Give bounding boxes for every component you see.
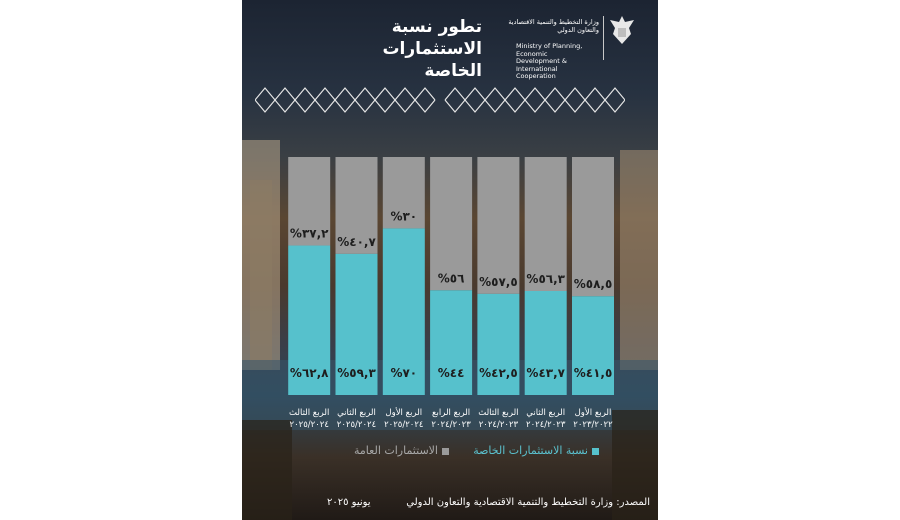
stacked-bar-chart bbox=[242, 0, 658, 520]
category-label-4-line-2: ٢٠٢٤/٢٠٢٣ bbox=[431, 420, 471, 430]
category-label-3-line-1: الربع الثالث bbox=[478, 408, 519, 418]
category-label-5-line-2: ٢٠٢٥/٢٠٢٤ bbox=[384, 420, 424, 430]
data-label-private-6: %٥٩,٣ bbox=[337, 366, 376, 380]
category-label-7-line-1: الربع الثالث bbox=[289, 408, 330, 418]
category-label-4-line-1: الربع الرابع bbox=[432, 408, 471, 418]
data-label-public-2: %٥٦,٣ bbox=[526, 271, 565, 286]
data-label-private-7: %٦٢,٨ bbox=[289, 366, 329, 380]
bar-public-2 bbox=[525, 157, 567, 291]
category-label-1-line-2: ٢٠٢٣/٢٠٢٢ bbox=[573, 420, 613, 430]
bar-public-1 bbox=[572, 157, 614, 296]
category-label-2-line-1: الربع الثاني bbox=[526, 408, 566, 418]
infographic-poster bbox=[242, 0, 658, 520]
data-label-private-1: %٤١,٥ bbox=[573, 366, 613, 380]
ministry-name-english: Ministry of Planning, Economic Development & International Cooperation bbox=[516, 42, 583, 80]
legend-label-public: الاستثمارات العامة bbox=[354, 444, 438, 457]
bar-private-1 bbox=[572, 296, 614, 395]
data-label-public-3: %٥٧,٥ bbox=[479, 274, 518, 289]
legend-swatch-private bbox=[592, 448, 599, 455]
chart-legend bbox=[337, 444, 599, 458]
category-label-6-line-2: ٢٠٢٥/٢٠٢٤ bbox=[336, 420, 377, 430]
publication-date: يونيو ٢٠٢٥ bbox=[327, 497, 371, 508]
legend-swatch-public bbox=[442, 448, 449, 455]
legend-item-public bbox=[354, 444, 449, 457]
legend-label-private: نسبة الاستثمارات الخاصة bbox=[473, 444, 588, 457]
category-label-2-line-2: ٢٠٢٤/٢٠٢٣ bbox=[526, 420, 566, 430]
data-label-private-5: %٧٠ bbox=[390, 366, 418, 380]
data-label-public-7: %٣٧,٢ bbox=[289, 226, 329, 241]
page-title: تطور نسبة الاستثمارات الخاصة bbox=[382, 17, 482, 81]
source-note: المصدر: وزارة التخطيط والتنمية الاقتصادية والتعاون الدولي bbox=[406, 497, 650, 508]
data-label-private-3: %٤٢,٥ bbox=[479, 366, 518, 380]
data-label-public-4: %٥٦ bbox=[437, 271, 465, 286]
category-label-1-line-1: الربع الأول bbox=[574, 408, 612, 418]
bar-public-3 bbox=[477, 157, 519, 294]
category-label-5-line-1: الربع الأول bbox=[385, 408, 423, 418]
data-label-public-1: %٥٨,٥ bbox=[573, 277, 613, 292]
category-label-3-line-2: ٢٠٢٤/٢٠٢٣ bbox=[478, 420, 519, 430]
data-label-private-2: %٤٣,٧ bbox=[526, 366, 565, 380]
legend-item-private bbox=[473, 444, 599, 457]
ministry-name-arabic: وزارة التخطيط والتنمية الاقتصادية والتعاون الدولي bbox=[508, 18, 599, 34]
data-label-public-6: %٤٠,٧ bbox=[337, 234, 376, 249]
category-label-7-line-2: ٢٠٢٥/٢٠٢٤ bbox=[289, 420, 329, 430]
data-label-private-4: %٤٤ bbox=[437, 366, 465, 380]
data-label-public-5: %٣٠ bbox=[390, 209, 418, 224]
category-label-6-line-1: الربع الثاني bbox=[337, 408, 376, 418]
